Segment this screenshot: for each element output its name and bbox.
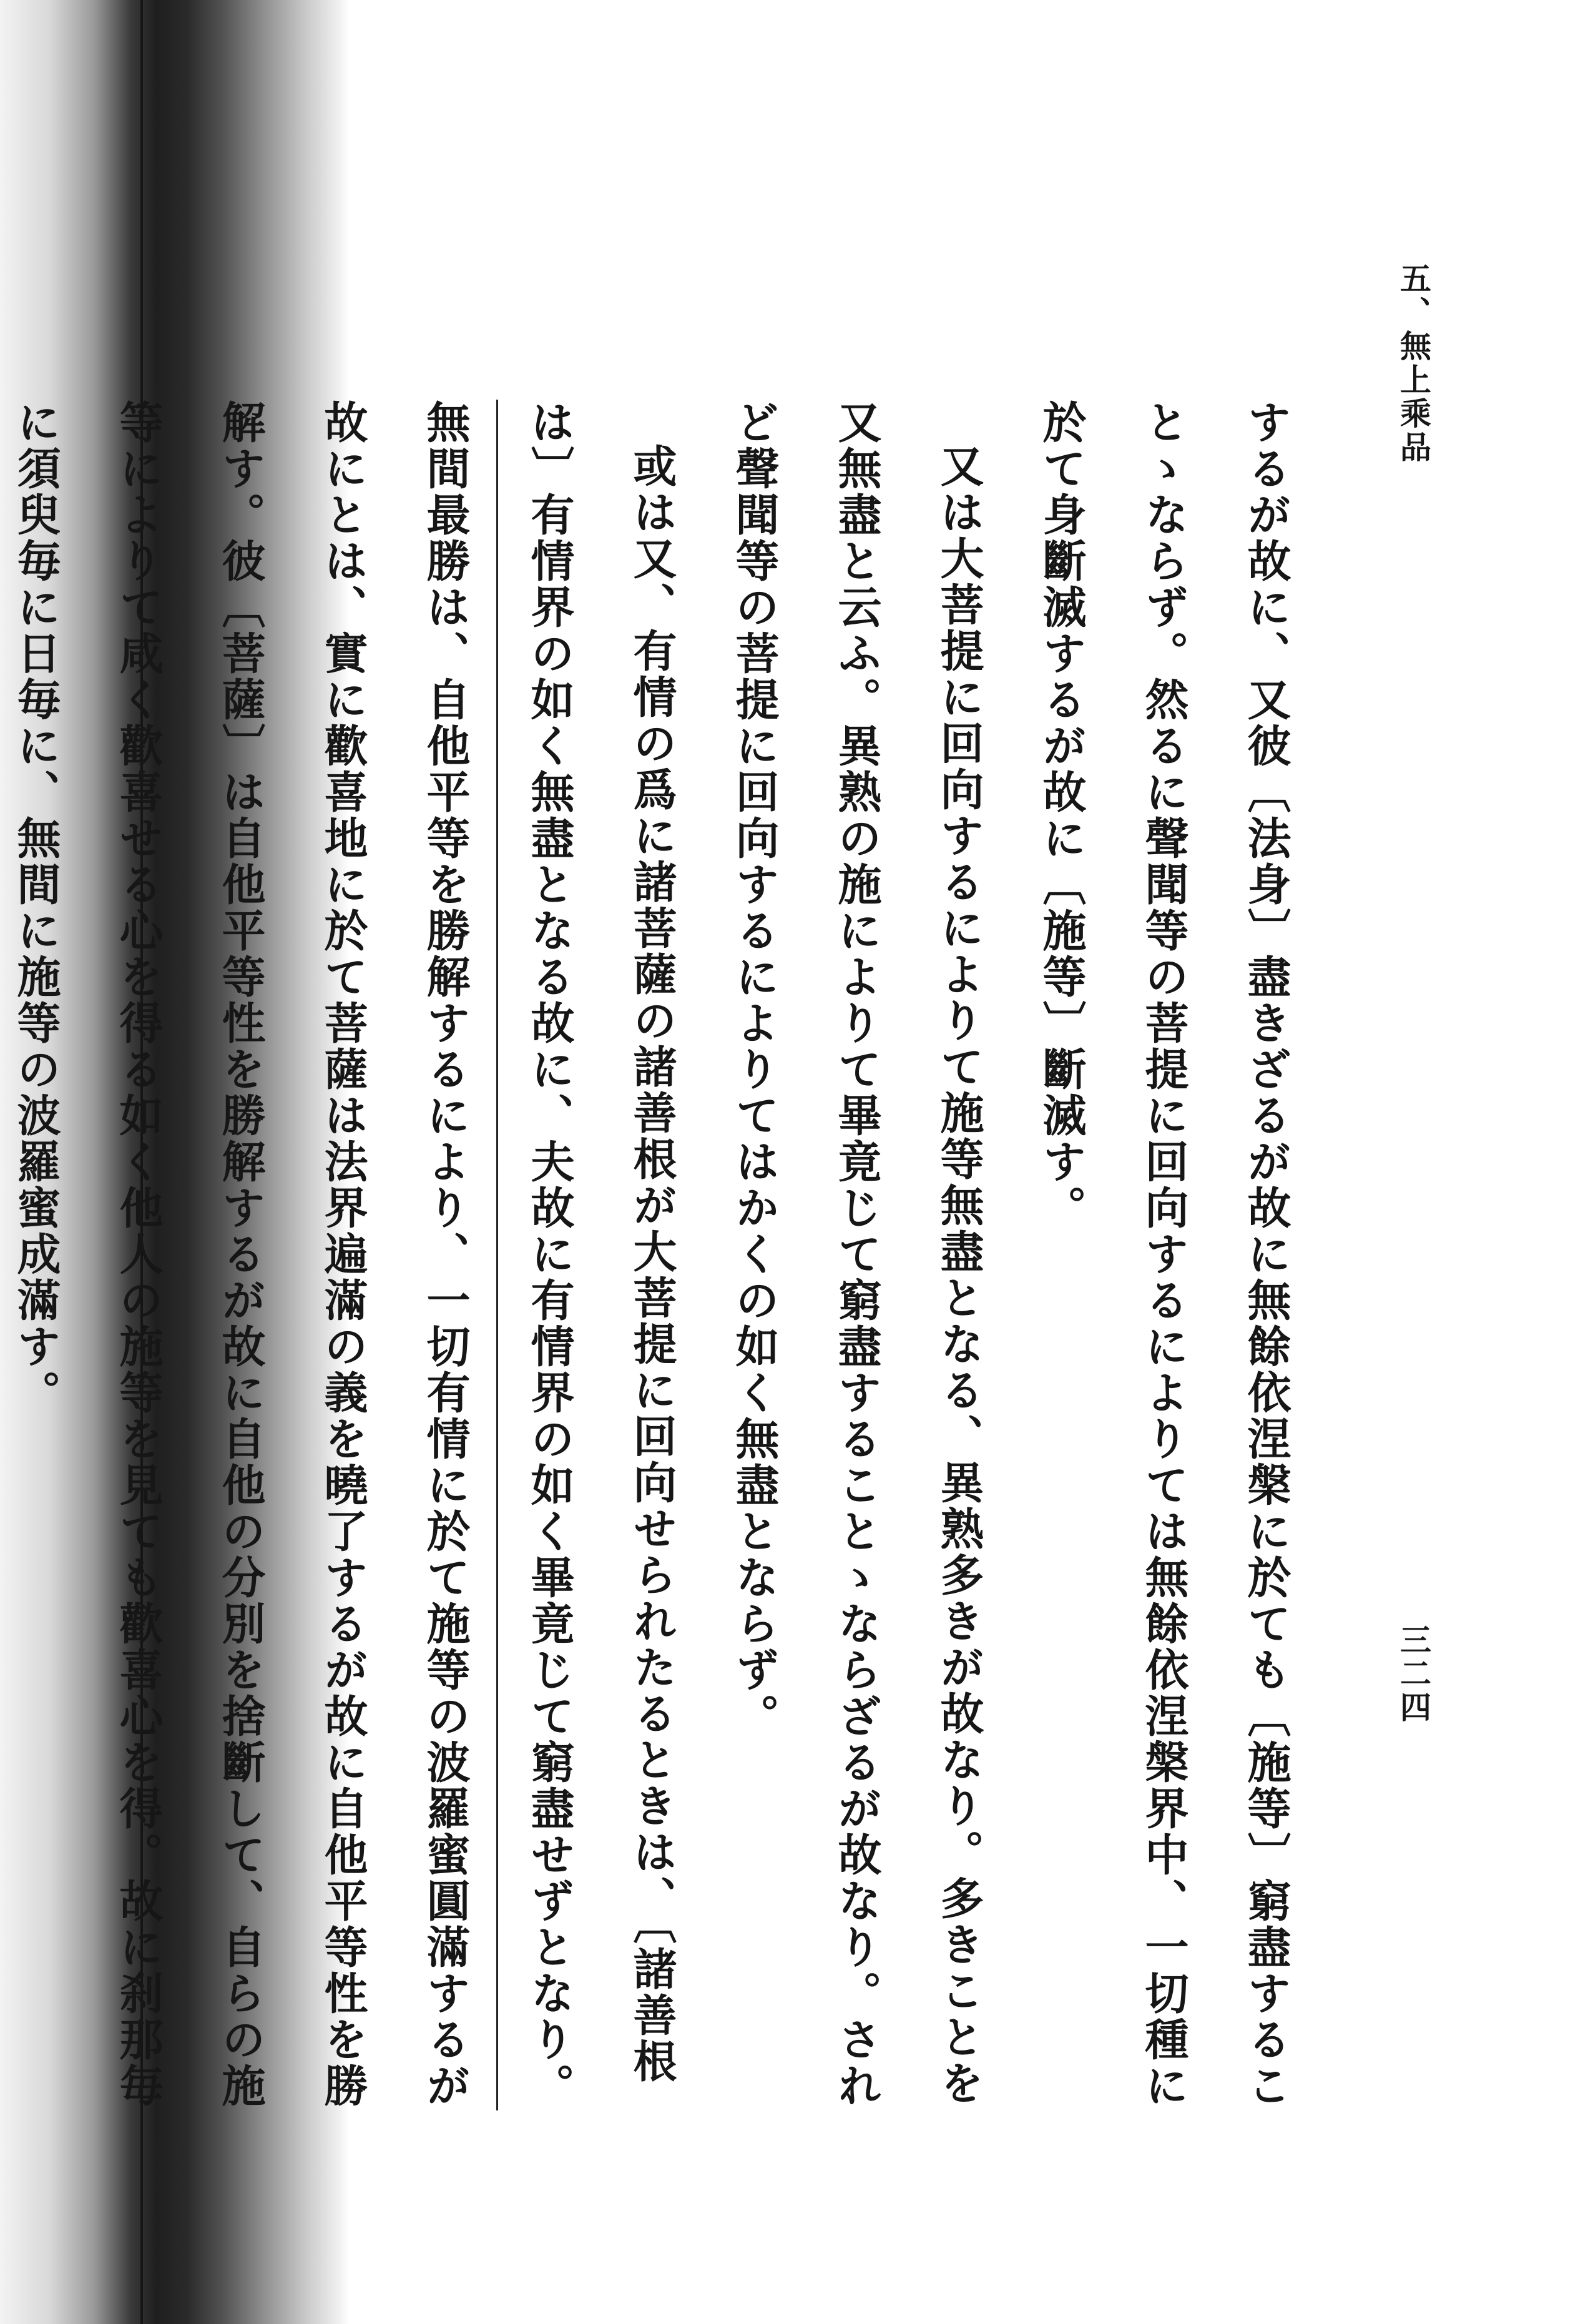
page-body <box>10 400 1317 2110</box>
running-header-chapter-title: 五、無上乘品 <box>1395 262 1432 465</box>
paragraph-4-commentary: 無間最勝は、自他平等を勝解するにより、一切有情に於て施等の波羅蜜圓滿するが故にとは、實に歡喜地に於て菩薩は法界遍滿の義を曉了するが故に自他平等性を勝解す。彼〔菩薩〕は自他平等性を勝解するが故に自他の分別を捨斷して、自らの施等によりて咸く歡喜せる心を得る如く他人の施等を見ても歡喜心を得。故に刹那毎に須臾毎に日毎に、無間に施等の波羅蜜成滿す。 <box>0 400 498 2110</box>
paragraph-1: するが故に、又彼〔法身〕盡きざるが故に無餘依涅槃に於ても〔施等〕窮盡することゝならず。然るに聲聞等の菩提に回向するによりては無餘依涅槃界中、一切種に於て身斷滅するが故に〔施等〕斷滅す。 <box>1036 400 1292 2109</box>
page-number: 三二四 <box>1395 1623 1432 1725</box>
paragraph-3: 或は又、有情の爲に諸菩薩の諸善根が大菩提に回向せられたるときは、〔諸善根は〕有情界の如く無盡となる故に、夫故に有情界の如く畢竟じて窮盡せずとなり。 <box>524 400 678 2109</box>
paragraph-2: 又は大菩提に回向するによりて施等無盡となる、異熟多きが故なり。多きことを又無盡と云ふ。異熟の施によりて畢竟じて窮盡することゝならざるが故なり。されど聲聞等の菩提に回向するによりてはかくの如く無盡とならず。 <box>728 400 985 2109</box>
